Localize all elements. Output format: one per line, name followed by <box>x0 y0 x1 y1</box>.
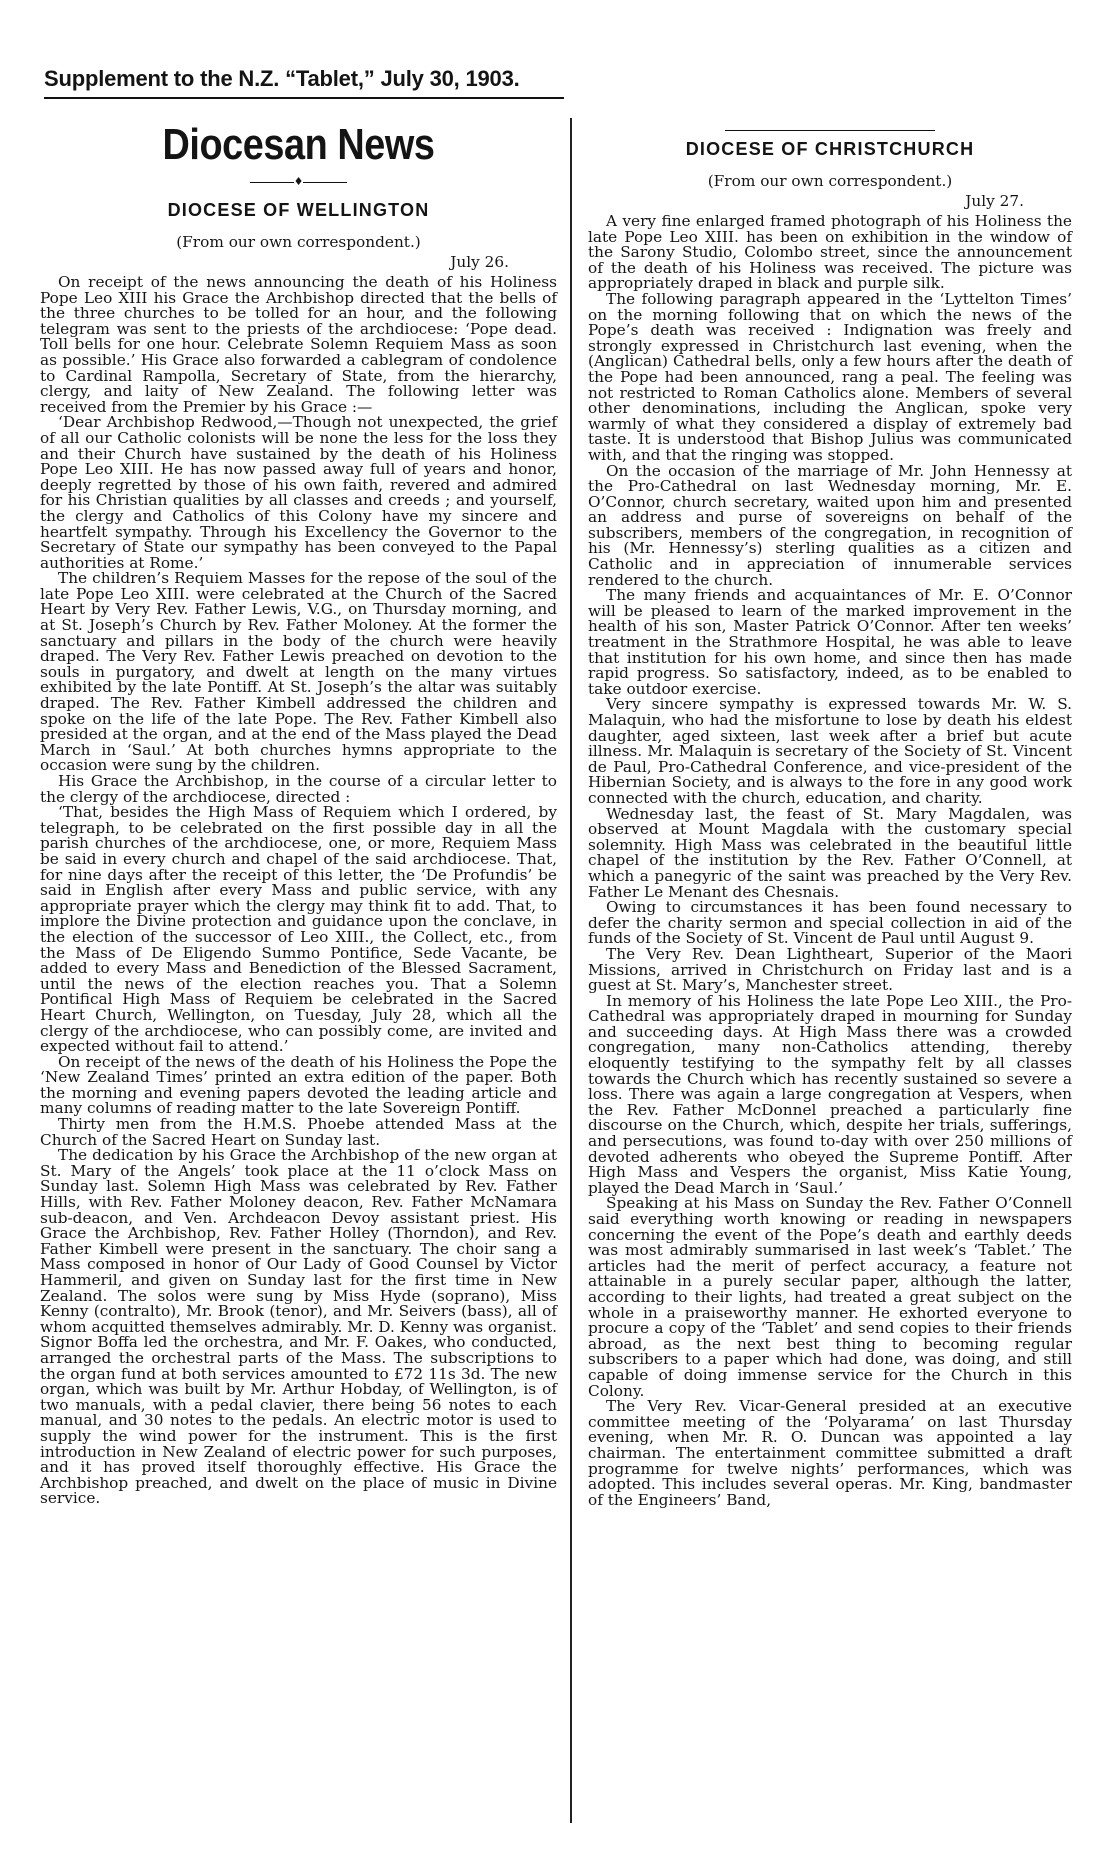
article-paragraph: ‘That, besides the High Mass of Requiem which I ordered, by telegraph, to be celebrated on the first possible day in all the parish churches of the archdiocese, one, or more, Requiem Mass be said in every church and chapel of the said archdiocese. That, for nine days after the receipt of this letter, the ‘De Profundis’ be said in English after every Mass and public service, with any appropriate prayer which the clergy may think fit to add. That, to implore the Divine protection and guidance upon the conclave, in the election of the successor of Leo XIII., the Collect, etc., from the Mass of De Eligendo Summo Pontifice, Sede Vacante, be added to every Mass and Benediction of the Blessed Sacrament, until the news of the election reaches you. That a Solemn Pontifical High Mass of Requiem be celebrated in the Sacred Heart Church, Wellington, on Tuesday, July 28, which all the clergy of the archdiocese, who can possibly come, are invited and expected without fail to attend.’ <box>40 803 557 1056</box>
christchurch-correspondent: (From our own correspondent.) <box>707 172 953 190</box>
right-column <box>588 118 1072 1508</box>
article-paragraph: The Very Rev. Vicar-General presided at an executive committee meeting of the ‘Polyarama’ on last Thursday evening, when Mr. R. O. Duncan was appointed a lay chairman. The entertainment committee submitted a draft programme for twelve nights’ performances, which was adopted. This includes several operas. Mr. King, bandmaster of the Engineers’ Band, <box>588 1397 1072 1509</box>
article-paragraph: His Grace the Archbishop, in the course of a circular letter to the clergy of the archdiocese, directed : <box>40 772 557 806</box>
article-paragraph: In memory of his Holiness the late Pope Leo XIII., the Pro-Cathedral was appropriately draped in mourning for Sunday and succeeding days. At High Mass there was a crowded congregation, many non-Catholics attending, thereby eloquently testifying to the sympathy felt by all classes towards the Church which has recently sustained so severe a loss. There was again a large congregation at Vespers, when the Rev. Father McDonnel preached a particularly fine discourse on the Church, which, despite her trials, sufferings, and persecutions, was found to-day with over 250 millions of devoted adherents who obeyed the Supreme Pontiff. After High Mass and Vespers the organist, Miss Katie Young, played the Dead March in ‘Saul.’ <box>588 991 1072 1197</box>
wellington-date: July 26. <box>450 253 509 271</box>
left-column <box>40 118 557 1507</box>
article-paragraph: Wednesday last, the feast of St. Mary Magdalen, was observed at Mount Magdala with the customary special solemnity. High Mass was celebrated in the beautiful little chapel of the institution by the Rev. Father O’Connell, at which a panegyric of the saint was preached by the Very Rev. Father Le Menant des Chesnais. <box>588 804 1072 901</box>
article-paragraph: The many friends and acquaintances of Mr. E. O’Connor will be pleased to learn of the marked improvement in the health of his son, Master Patrick O’Connor. After ten weeks’ treatment in the Strathmore Hospital, he was able to leave that institution for his own home, and since then has made rapid progress. So satisfactory, indeed, as to be enabled to take outdoor exercise. <box>588 586 1072 698</box>
column-divider <box>570 118 572 1823</box>
article-paragraph: A very fine enlarged framed photograph of his Holiness the late Pope Leo XIII. has been on exhibition in the window of the Sarony Studio, Colombo street, since the announcement of the death of his Holiness was received. The picture was appropriately draped in black and purple silk. <box>588 212 1072 293</box>
article-paragraph: Thirty men from the H.M.S. Phoebe attended Mass at the Church of the Sacred Heart on Sunday last. <box>40 1115 557 1149</box>
article-paragraph: The following paragraph appeared in the ‘Lyttelton Times’ on the morning following that on which the news of the Pope’s death was received : Indignation was freely and strongly expressed in Christchurch last evening, when the (Anglican) Cathedral bells, only a few hours after the death of the Pope had been announced, rang a peal. The feeling was not restricted to Roman Catholics alone. Members of several other denominations, including the Anglican, spoke very warmly of what they considered a display of extremely bad taste. It is understood that Bishop Julius was communicated with, and that the ringing was stopped. <box>588 289 1072 464</box>
christchurch-heading: DIOCESE OF CHRISTCHURCH <box>685 139 975 159</box>
article-paragraph: The Very Rev. Dean Lightheart, Superior of the Maori Missions, arrived in Christchurch on Friday last and is a guest at St. Mary’s, Manchester street. <box>588 944 1072 995</box>
article-paragraph: The children’s Requiem Masses for the repose of the soul of the late Pope Leo XIII. were celebrated at the Church of the Sacred Heart by Very Rev. Father Lewis, V.G., on Thursday morning, and at St. Joseph’s Church by Rev. Father Moloney. At the former the sanctuary and pillars in the body of the church were heavily draped. The Very Rev. Father Lewis preached on devotion to the souls in purgatory, and dwelt at length on the many virtues exhibited by the late Pontiff. At St. Joseph’s the altar was suitably draped. The Rev. Father Kimbell addressed the children and spoke on the life of the late Pope. The Rev. Father Kimbell also presided at the organ, and at the end of the Mass played the Dead March in ‘Saul.’ At both churches hymns appropriate to the occasion were sung by the children. <box>40 569 557 775</box>
masthead-ornament <box>40 176 557 188</box>
article-paragraph: Speaking at his Mass on Sunday the Rev. Father O’Connell said everything worth knowing or reading in newspapers concerning the event of the Pope’s death and earthly deeds was most admirably summarised in last week’s ‘Tablet.’ The articles had the merit of perfect accuracy, a feature not attainable in a purely secular paper, although the latter, according to their lights, had treated a great subject on the whole in a praiseworthy manner. He exhorted everyone to procure a copy of the ‘Tablet’ and send copies to their friends abroad, as the next best thing to becoming regular subscribers to a paper which had done, was doing, and still capable of doing immense service for the Church in this Colony. <box>588 1194 1072 1400</box>
christchurch-date: July 27. <box>965 192 1024 210</box>
article-paragraph: On receipt of the news of the death of his Holiness the Pope the ‘New Zealand Times’ printed an extra edition of the paper. Both the morning and evening papers devoted the leading article and many columns of reading matter to the late Sovereign Pontiff. <box>40 1052 557 1118</box>
wellington-correspondent: (From our own correspondent.) <box>176 233 421 251</box>
masthead-title: Diocesan News <box>162 120 435 169</box>
wellington-heading: DIOCESE OF WELLINGTON <box>167 200 430 220</box>
article-paragraph-continued: The dedication by his Grace the Archbishop of the new organ at St. Mary of the Angels’ took place at the 11 o’clock Mass on Sunday last. Solemn High Mass was celebrated by Rev. Father Hills, with Rev. Father Moloney deacon, Rev. Father McNamara sub-deacon, and Ven. Archdeacon Devoy assistant priest. His Grace the Archbishop, Rev. Father Holley (Thorndon), and Rev. Father Kimbell were present in the sanctuary. The choir sang a Mass composed in honor of Our Lady of Good Counsel by Victor Hammeril, and given on Sunday last for the first time in New Zealand. The solos were sung by Miss Hyde (soprano), Miss Kenny (contralto), Mr. Brook (tenor), and Mr. Seivers (bass), all of whom acquitted themselves admirably. Mr. D. Kenny was organist. Signor Boffa led the orchestra, and Mr. F. Oakes, who conducted, arranged the orchestral parts of the Mass. The subscriptions to the organ fund at both services amounted to £72 11s 3d. The new organ, which was built by Mr. Arthur Hobday, of Wellington, is of two manuals, with a pedal clavier, there being 56 notes to each manual, and 30 notes to the pedals. An electric motor is used to supply the wind power for the instrument. This is the first introduction in New Zealand of electric power for such purposes, and it has proved itself thoroughly effective. His Grace the Archbishop preached, and dwelt on the place of music in Divine service. <box>40 1146 557 1508</box>
supplement-header: Supplement to the N.Z. “Tablet,” July 30, 1903. <box>44 66 520 91</box>
article-paragraph: On receipt of the news announcing the death of his Holiness Pope Leo XIII his Grace the Archbishop directed that the bells of the three churches to be tolled for an hour, and the following telegram was sent to the priests of the archdiocese: ‘Pope dead. Toll bells for one hour. Celebrate Solemn Requiem Mass as soon as possible.’ His Grace also forwarded a cablegram of condolence to Cardinal Rampolla, Secretary of State, from the hierarchy, clergy, and laity of New Zealand. The following letter was received from the Premier by his Grace :— <box>40 273 557 416</box>
article-paragraph: ‘Dear Archbishop Redwood,—Though not unexpected, the grief of all our Catholic colonists will be none the less for the loss they and their Church have sustained by the death of his Holiness Pope Leo XIII. He has now passed away full of years and honor, deeply regretted by those of his own faith, revered and admired for his Christian qualities by all classes and creeds ; and yourself, the clergy and Catholics of this Colony have my sincere and heartfelt sympathy. Through his Excellency the Governor to the Secretary of State our sympathy has been conveyed to the Papal authorities at Rome.’ <box>40 413 557 572</box>
article-paragraph: Very sincere sympathy is expressed towards Mr. W. S. Malaquin, who had the misfortune to lose by death his eldest daughter, aged sixteen, last week after a brief but acute illness. Mr. Malaquin is secretary of the Society of St. Vincent de Paul, Pro-Cathedral Conference, and vice-president of the Hibernian Society, and is always to the fore in any good work connected with the church, education, and charity. <box>588 695 1072 807</box>
section-rule <box>725 130 935 131</box>
article-paragraph: Owing to circumstances it has been found necessary to defer the charity sermon and special collection in aid of the funds of the Society of St. Vincent de Paul until August 9. <box>588 898 1072 948</box>
article-paragraph: On the occasion of the marriage of Mr. John Hennessy at the Pro-Cathedral on last Wednesday morning, Mr. E. O’Connor, church secretary, waited upon him and presented an address and purse of sovereigns on behalf of the subscribers, members of the congregation, in recognition of his (Mr. Hennessy’s) sterling qualities as a citizen and Catholic and in appreciation of innumerable services rendered to the church. <box>588 461 1072 589</box>
header-rule <box>44 97 564 99</box>
diamond-icon: ♦ <box>293 175 304 188</box>
